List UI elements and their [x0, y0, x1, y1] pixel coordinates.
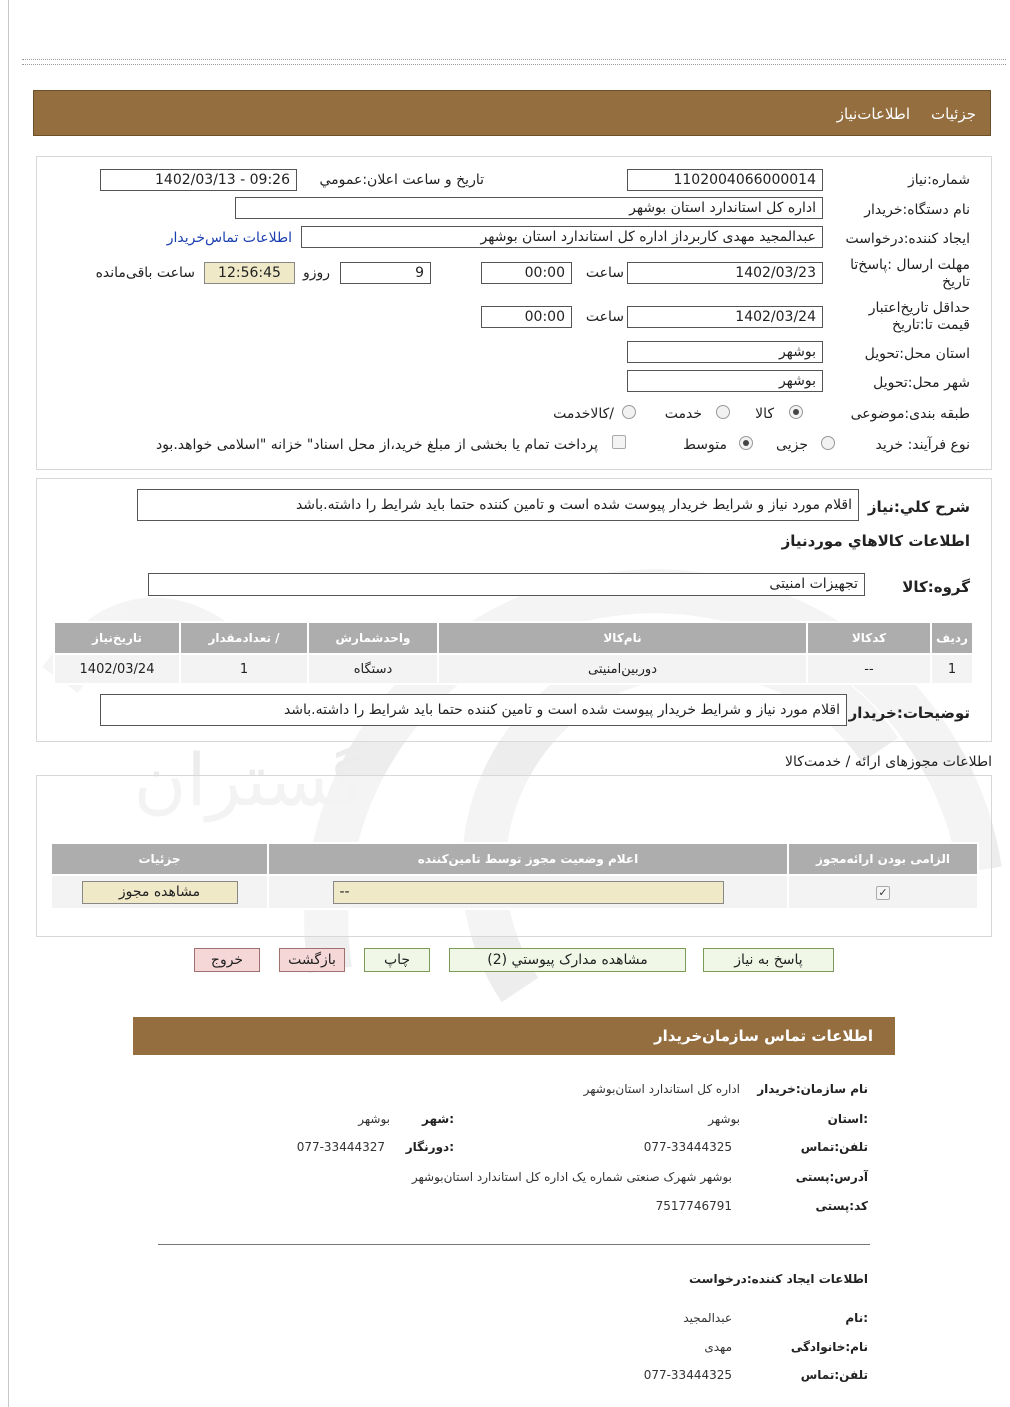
permits-status-cell: [269, 876, 787, 908]
creator-name-value: عبدالمجید: [683, 1311, 732, 1325]
summary-field: اقلام مورد نیاز و شرایط خریدار پیوست شده است و تامین کننده حتما باید شرایط را داشته.باشد: [137, 489, 859, 521]
print-button[interactable]: چاپ: [364, 948, 430, 972]
permits-required-cell: [789, 876, 977, 908]
page-left-border: [8, 0, 9, 1407]
goods-info-title: اطلاعات کالاهاي موردنیاز: [781, 532, 970, 550]
buyer-org-field: اداره کل استاندارد استان بوشهر: [235, 197, 823, 219]
permit-status-field[interactable]: --: [333, 881, 724, 904]
creator-phone-label: تلفن:تماس: [800, 1368, 868, 1382]
goods-group-field: تجهیزات امنیتی: [148, 573, 865, 596]
category-goods-label: کالا: [755, 406, 774, 422]
process-label: نوع فرآیند: خرید: [875, 437, 970, 453]
contact-postal-label: کد:پستی: [815, 1199, 868, 1213]
process-medium-radio[interactable]: [739, 436, 753, 450]
table-row: [55, 655, 972, 683]
validity-time-field: 00:00: [481, 306, 572, 328]
tab-need-info[interactable]: اطلاعات‌نیاز: [836, 105, 910, 123]
goods-cell-unit: دستگاه: [309, 655, 437, 683]
category-service-radio[interactable]: [716, 405, 730, 419]
back-button[interactable]: بازگشت: [279, 948, 345, 972]
permits-col-details: جزئیات: [52, 844, 267, 874]
goods-col-name: نام‌کالا: [439, 623, 806, 653]
category-goods-service-radio[interactable]: [622, 405, 636, 419]
city-label: شهر محل:تحویل: [873, 375, 970, 391]
deadline-time-label: ساعت: [585, 265, 624, 281]
contact-phone-value: 077-33444325: [643, 1140, 732, 1154]
reply-button[interactable]: پاسخ به نیاز: [703, 948, 834, 972]
creator-field: عبدالمجید مهدی کاربرداز اداره کل استاندارد استان بوشهر: [301, 226, 823, 248]
process-partial-label: جزیی: [776, 437, 808, 453]
contact-address-label: آدرس:پستی: [795, 1170, 868, 1184]
contact-phone-label: تلفن:تماس: [800, 1140, 868, 1154]
permits-table: [50, 842, 979, 910]
creator-info-title: اطلاعات ایجاد کننده:درخواست: [688, 1272, 868, 1286]
process-medium-label: متوسط: [683, 437, 727, 453]
province-field: بوشهر: [627, 341, 823, 363]
buyer-contact-link[interactable]: اطلاعات تماس‌خریدار: [166, 230, 292, 246]
process-partial-radio[interactable]: [821, 436, 835, 450]
category-goods-service-label: /کالاخدمت: [553, 406, 614, 422]
contact-city-value: بوشهر: [358, 1112, 390, 1126]
contact-divider: [158, 1244, 870, 1245]
remaining-time-label: ساعت باقی‌مانده: [95, 265, 195, 281]
permits-col-required: الزامی بودن ارائه‌مجوز: [789, 844, 977, 874]
goods-col-row: ردیف: [932, 623, 972, 653]
buyer-notes-label: توضیحات:خریدار: [848, 704, 970, 722]
need-number-field: 1102004066000014: [627, 169, 823, 191]
validity-date-field: 1402/03/24: [627, 306, 823, 328]
view-attachments-button[interactable]: مشاهده مدارک پیوستي (2): [449, 948, 686, 972]
creator-phone-value: 077-33444325: [643, 1368, 732, 1382]
exit-button[interactable]: خروج: [194, 948, 260, 972]
contact-title: اطلاعات تماس سازمان‌خریدار: [653, 1027, 873, 1045]
need-number-label: شماره:نیاز: [907, 172, 970, 188]
goods-cell-row: 1: [932, 655, 972, 683]
creator-family-label: نام:خانوادگی: [790, 1340, 868, 1354]
contact-province-label: :استان: [827, 1112, 868, 1126]
category-label: طبقه بندی:موضوعی: [850, 406, 970, 422]
table-row: [52, 876, 977, 908]
permit-required-checkbox[interactable]: ✓: [876, 886, 890, 900]
permits-details-cell: [52, 876, 267, 908]
goods-cell-name: دوربین‌امنیتی: [439, 655, 806, 683]
category-service-label: خدمت: [664, 406, 702, 422]
contact-org-label: نام سازمان:خریدار: [757, 1082, 868, 1096]
contact-fax-value: 077-33444327: [296, 1140, 385, 1154]
page-title-bar: [33, 90, 991, 136]
contact-postal-value: 7517746791: [655, 1199, 732, 1213]
contact-city-label: :شهر: [422, 1112, 454, 1126]
contact-address-value: بوشهر شهرک صنعتی شماره یک اداره کل استاندارد استان‌بوشهر: [411, 1170, 732, 1184]
creator-label: ایجاد کننده:درخواست: [845, 231, 970, 247]
goods-col-qty: / تعدادمقدار: [181, 623, 307, 653]
goods-cell-code: --: [808, 655, 930, 683]
validity-time-label: ساعت: [585, 309, 624, 325]
buyer-notes-field: اقلام مورد نیاز و شرایط خریدار پیوست شده است و تامین کننده حتما باید شرایط را داشته.باشد: [100, 694, 847, 726]
contact-org-value: اداره کل استاندارد استان‌بوشهر: [583, 1082, 740, 1096]
payment-checkbox[interactable]: [612, 435, 626, 449]
goods-cell-qty: 1: [181, 655, 307, 683]
category-goods-radio[interactable]: [789, 405, 803, 419]
deadline-time-field: 00:00: [481, 262, 572, 284]
top-divider: [22, 59, 1006, 65]
announce-label: تاریخ و ساعت اعلان:عمومي: [319, 172, 484, 188]
days-label: روزو: [302, 265, 330, 281]
deadline-label: مهلت ارسال :پاسخ‌تا تاریخ: [850, 257, 970, 290]
goods-col-date: تاریخ‌نیاز: [55, 623, 179, 653]
permits-col-status: اعلام وضعیت مجوز توسط تامین‌کننده: [269, 844, 787, 874]
watermark-brand-text: گستران: [133, 738, 367, 822]
announce-field: 1402/03/13 - 09:26: [100, 169, 297, 191]
goods-col-code: کدکالا: [808, 623, 930, 653]
days-field: 9: [340, 262, 431, 284]
remaining-time-field: 12:56:45: [204, 262, 295, 284]
goods-group-label: گروه:کالا: [902, 578, 970, 596]
contact-province-value: بوشهر: [708, 1112, 740, 1126]
goods-table: [53, 621, 974, 685]
contact-title-bar: [133, 1017, 895, 1055]
permits-title: اطلاعات مجوزهای ارائه / خدمت‌کالا: [785, 754, 992, 770]
payment-note: پرداخت تمام یا بخشی از مبلغ خرید،از محل اسناد" خزانه "اسلامی خواهد.بود: [155, 437, 598, 453]
goods-cell-date: 1402/03/24: [55, 655, 179, 683]
creator-name-label: :نام: [845, 1311, 868, 1325]
province-label: استان محل:تحویل: [864, 346, 970, 362]
view-permit-button[interactable]: مشاهده مجوز: [82, 881, 238, 904]
city-field: بوشهر: [627, 370, 823, 392]
contact-fax-label: :دورنگار: [405, 1140, 454, 1154]
tab-details[interactable]: جزئیات: [931, 105, 976, 123]
buyer-org-label: نام دستگاه:خریدار: [864, 202, 970, 218]
deadline-date-field: 1402/03/23: [627, 262, 823, 284]
creator-family-value: مهدی: [704, 1340, 732, 1354]
validity-label: حداقل تاریخ‌اعتبار قیمت تا:تاریخ: [868, 300, 970, 333]
summary-label: شرح کلي:نیاز: [867, 498, 970, 516]
goods-col-unit: واحدشمارش: [309, 623, 437, 653]
